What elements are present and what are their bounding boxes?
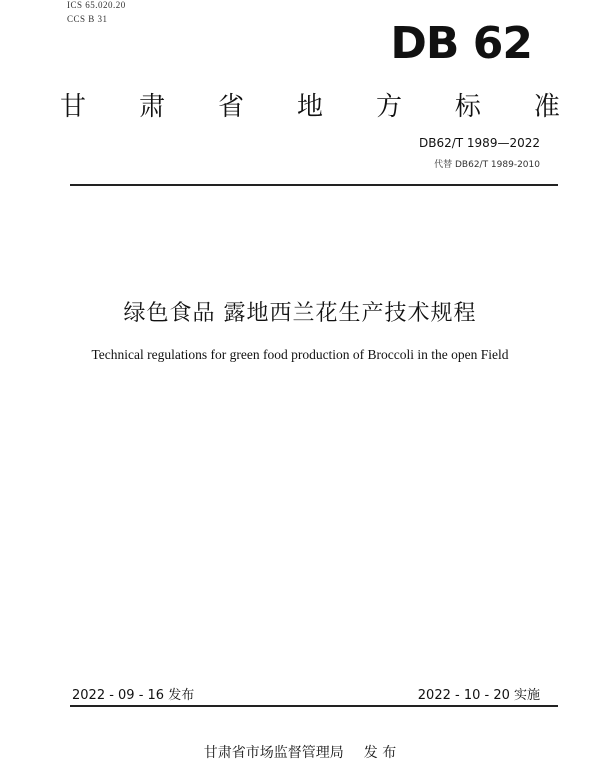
issuer-line (0, 742, 600, 762)
standard-type-char: 方 (375, 92, 402, 122)
standard-code: DB62/T 1989—2022 (418, 136, 540, 150)
issue-date: 2022 - 09 - 16 发布 (72, 688, 195, 703)
title-chinese: 绿色食品 露地西兰花生产技术规程 (123, 301, 477, 326)
standard-type-char: 准 (533, 92, 560, 122)
standard-type-char: 肃 (138, 92, 165, 122)
standard-type-char: 甘 (60, 92, 87, 122)
standard-type-char: 地 (296, 92, 323, 122)
ccs-code: CCS B 31 (67, 14, 108, 24)
top-divider (70, 184, 558, 186)
db-logo: DB 62 (390, 18, 532, 69)
standard-type-char: 标 (454, 92, 481, 122)
ics-code: ICS 65.020.20 (67, 0, 126, 10)
replaces-code: 代替 DB62/T 1989-2010 (434, 160, 540, 170)
issue-label: 发 布 (363, 745, 397, 761)
standard-type-char: 省 (217, 92, 244, 122)
issuer-name: 甘肃省市场监督管理局 (203, 745, 344, 761)
standard-type-heading (60, 86, 560, 123)
implement-date: 2022 - 10 - 20 实施 (417, 688, 540, 703)
bottom-divider (70, 705, 558, 707)
title-english: Technical regulations for green food production of Broccoli in the open Field (91, 347, 509, 362)
